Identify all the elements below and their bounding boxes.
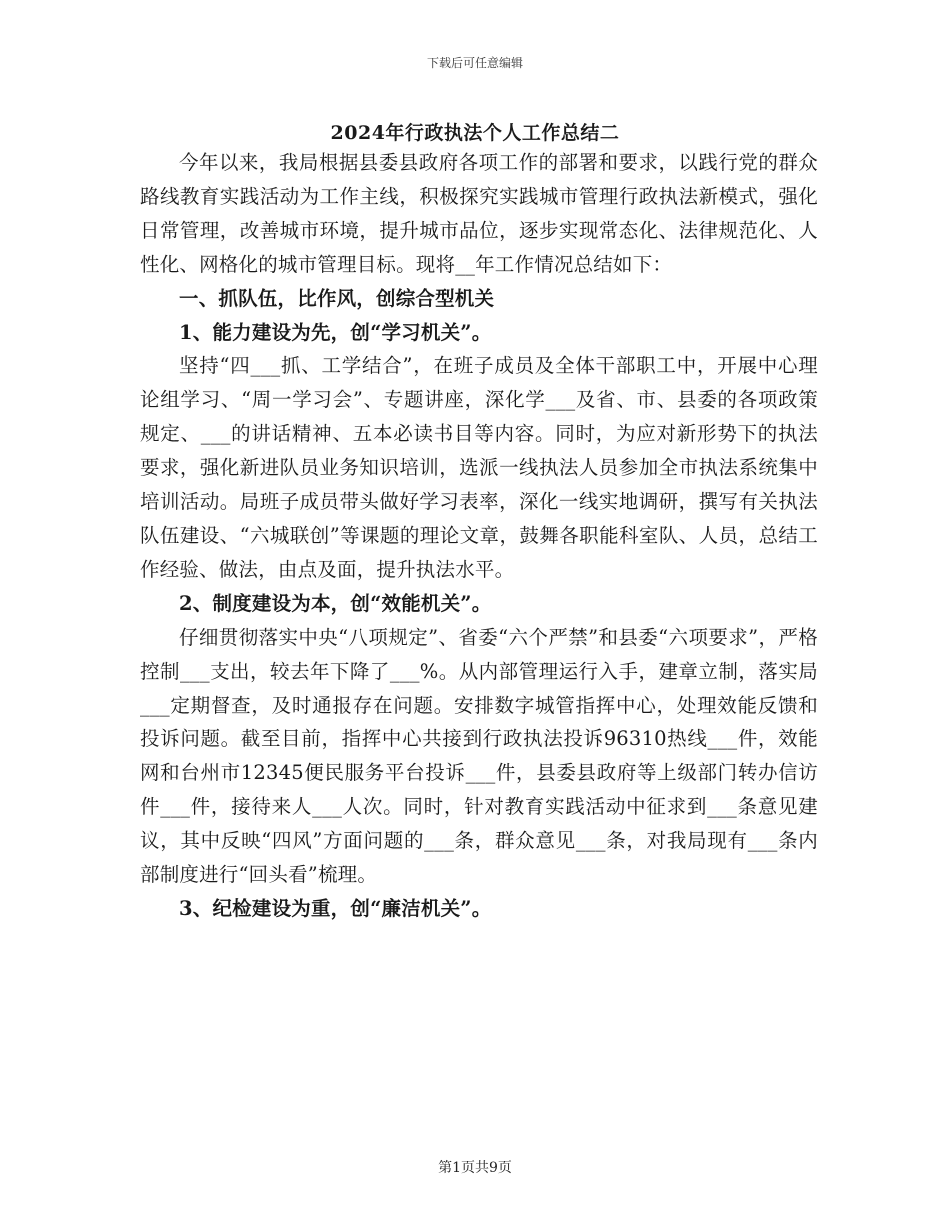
subsection-heading-2: 2、制度建设为本，创“效能机关”。 (179, 591, 492, 615)
page-footer: 第1页共9页 (438, 1160, 512, 1176)
document-body (140, 146, 818, 926)
learning-paragraph: 坚持“四___抓、工学结合”，在班子成员及全体干部职工中，开展中心理论组学习、“周一学习会”、专题讲座，深化学___及省、市、县委的各项政策规定、___的讲话精神、五本必读书目等内容。同时，为应对新形势下的执法要求，强化新进队员业务知识培训，选派一线执法人员参加全市执法系统集中培训活动。局班子成员带头做好学习表率，深化一线实地调研，撰写有关执法队伍建设、“六城联创”等课题的理论文章，鼓舞各职能科室队、人员，总结工作经验、做法，由点及面，提升执法水平。 (140, 354, 818, 581)
section-heading-1: 一、抓队伍，比作风，创综合型机关 (179, 286, 495, 310)
subsection-heading-1: 1、能力建设为先，创“学习机关”。 (179, 320, 492, 344)
document-title: 2024年行政执法个人工作总结二 (330, 122, 620, 144)
header-note: 下载后可任意编辑 (426, 56, 523, 70)
subsection-heading-3: 3、纪检建设为重，创“廉洁机关”。 (179, 896, 492, 920)
intro-paragraph: 今年以来，我局根据县委县政府各项工作的部署和要求，以践行党的群众路线教育实践活动为工作主线，积极探究实践城市管理行政执法新模式，强化日常管理，改善城市环境，提升城市品位，逐步实现常态化、法律规范化、人性化、网格化的城市管理目标。现将__年工作情况总结如下： (140, 151, 818, 276)
efficiency-paragraph: 仔细贯彻落实中央“八项规定”、省委“六个严禁”和县委“六项要求”，严格控制___支出，较去年下降了___%。从内部管理运行入手，建章立制，落实局___定期督查，及时通报存在问题。安排数字城管指挥中心，处理效能反馈和投诉问题。截至目前，指挥中心共接到行政执法投诉96310热线___件，效能网和台州市12345便民服务平台投诉___件，县委县政府等上级部门转办信访件___件，接待来人___人次。同时，针对教育实践活动中征求到___条意见建议，其中反映“四风”方面问题的___条，群众意见___条，对我局现有___条内部制度进行“回头看”梳理。 (140, 625, 818, 887)
